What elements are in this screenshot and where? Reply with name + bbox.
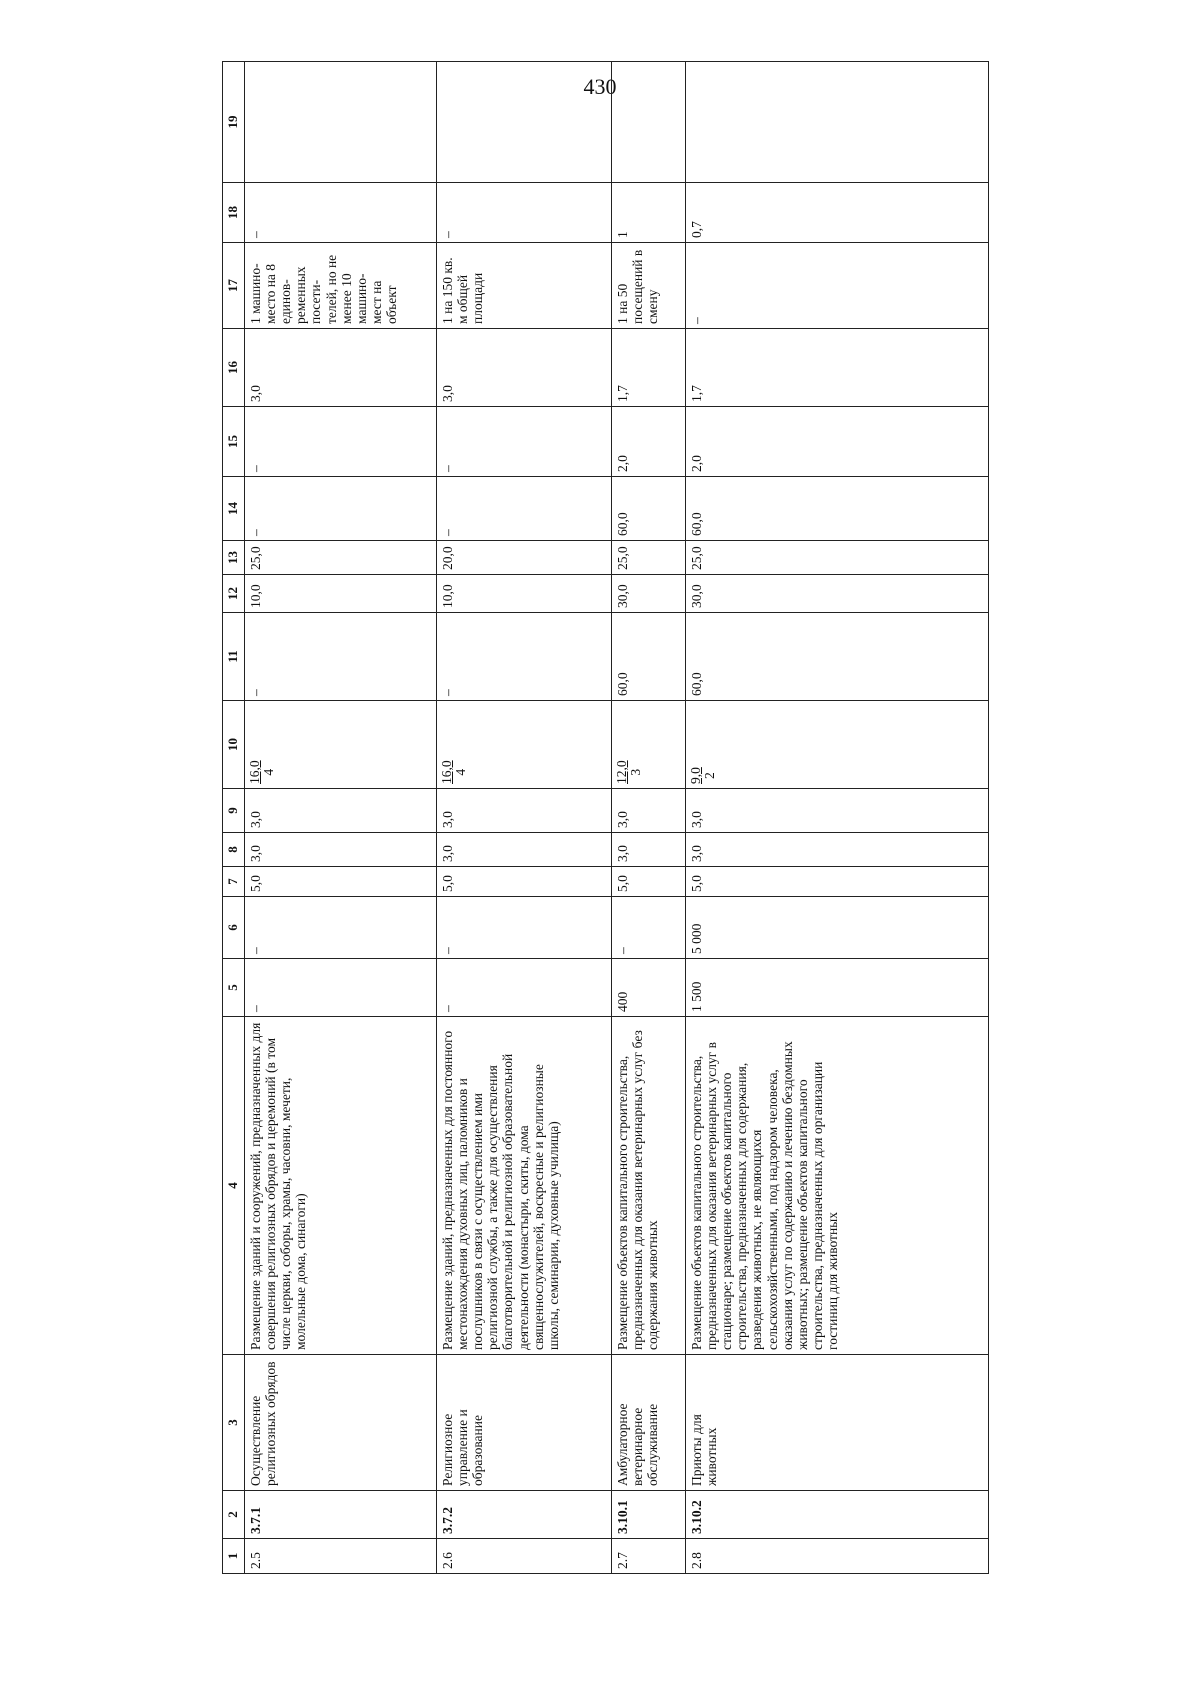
cell-code: 3.10.1 (612, 1491, 686, 1539)
header-col-18: 18 (223, 183, 245, 243)
cell-col17: – (686, 243, 989, 329)
cell-col7: 5,0 (245, 867, 437, 897)
cell-description: Размещение объектов капитального строительства, предназначенных для оказания ветеринарных услуг без содержания животных (612, 1017, 686, 1355)
header-col-3: 3 (223, 1355, 245, 1491)
cell-col13: 25,0 (245, 541, 437, 575)
cell-col18: 1 (612, 183, 686, 243)
cell-col5: 400 (612, 959, 686, 1017)
cell-col12: 30,0 (686, 575, 989, 613)
table-row (437, 62, 612, 1574)
cell-col18: – (245, 183, 437, 243)
cell-col15: – (245, 407, 437, 477)
cell-col17: 1 на 150 кв. м общей площади (437, 243, 612, 329)
header-col-13: 13 (223, 541, 245, 575)
cell-col12: 10,0 (245, 575, 437, 613)
page-number: 430 (583, 74, 617, 99)
cell-col11: – (245, 613, 437, 701)
cell-col14: – (437, 477, 612, 541)
table-region (222, 115, 988, 1574)
table-row (612, 62, 686, 1574)
rotated-table-container (222, 115, 988, 1574)
cell-col5: 1 500 (686, 959, 989, 1017)
cell-col9: 3,0 (612, 789, 686, 833)
header-col-9: 9 (223, 789, 245, 833)
cell-description: Размещение зданий и сооружений, предназначенных для совершения религиозных обрядов и церемоний (в том числе церкви, соборы, храмы, часовни, мечети, молельные дома, синагоги) (245, 1017, 437, 1355)
cell-col12: 30,0 (612, 575, 686, 613)
fraction-numerator: 12,0 (614, 760, 629, 784)
header-col-14: 14 (223, 477, 245, 541)
cell-col8: 3,0 (245, 833, 437, 867)
cell-col8: 3,0 (612, 833, 686, 867)
cell-col13: 25,0 (686, 541, 989, 575)
cell-col13: 20,0 (437, 541, 612, 575)
cell-col14: – (245, 477, 437, 541)
cell-number: 2.7 (612, 1539, 686, 1574)
cell-col12: 10,0 (437, 575, 612, 613)
fraction-denominator: 3 (628, 768, 644, 776)
cell-col6: – (437, 897, 612, 959)
fraction (689, 767, 717, 784)
fraction (248, 760, 276, 784)
cell-col10 (437, 701, 612, 789)
header-col-8: 8 (223, 833, 245, 867)
cell-col7: 5,0 (437, 867, 612, 897)
header-col-10: 10 (223, 701, 245, 789)
fraction-numerator: 16,0 (439, 760, 454, 784)
header-col-12: 12 (223, 575, 245, 613)
header-col-5: 5 (223, 959, 245, 1017)
cell-col14: 60,0 (612, 477, 686, 541)
cell-use-name: Осуществление религиозных обрядов (245, 1355, 437, 1491)
fraction-denominator: 2 (702, 772, 718, 779)
cell-col14: 60,0 (686, 477, 989, 541)
table-row (245, 62, 437, 1574)
cell-col6: – (612, 897, 686, 959)
cell-col15: 2,0 (686, 407, 989, 477)
cell-col16: 3,0 (245, 329, 437, 407)
cell-description: Размещение зданий, предназначенных для постоянного местонахождения духовных лиц, паломников и послушников в связи с осуществлением ими религиозной службы, а также для осуществления благотворительной и религиозной образовательной деятельности (монастыри, скиты, дома священнослужителей, воскресные и религиозные школы, семинарии, духовные училища) (437, 1017, 612, 1355)
land-use-table (222, 61, 989, 1574)
fraction-numerator: 9,0 (688, 767, 703, 784)
cell-col9: 3,0 (437, 789, 612, 833)
header-col-7: 7 (223, 867, 245, 897)
fraction-denominator: 4 (453, 768, 469, 776)
cell-col19 (686, 62, 989, 183)
header-col-4: 4 (223, 1017, 245, 1355)
cell-col15: 2,0 (612, 407, 686, 477)
cell-col18: – (437, 183, 612, 243)
header-col-15: 15 (223, 407, 245, 477)
cell-col8: 3,0 (686, 833, 989, 867)
fraction-denominator: 4 (261, 768, 277, 776)
cell-col16: 1,7 (686, 329, 989, 407)
header-row (223, 62, 245, 1574)
header-col-17: 17 (223, 243, 245, 329)
cell-col5: – (245, 959, 437, 1017)
cell-col9: 3,0 (686, 789, 989, 833)
cell-col16: 3,0 (437, 329, 612, 407)
fraction-numerator: 16,0 (247, 760, 262, 784)
cell-number: 2.6 (437, 1539, 612, 1574)
cell-col11: 60,0 (686, 613, 989, 701)
cell-use-name: Религиозное управление и образование (437, 1355, 612, 1491)
cell-col5: – (437, 959, 612, 1017)
cell-col10 (245, 701, 437, 789)
cell-col16: 1,7 (612, 329, 686, 407)
cell-number: 2.8 (686, 1539, 989, 1574)
cell-code: 3.7.2 (437, 1491, 612, 1539)
cell-col15: – (437, 407, 612, 477)
cell-col8: 3,0 (437, 833, 612, 867)
fraction (615, 760, 643, 784)
cell-col7: 5,0 (686, 867, 989, 897)
cell-col9: 3,0 (245, 789, 437, 833)
cell-code: 3.10.2 (686, 1491, 989, 1539)
cell-use-name: Приюты для животных (686, 1355, 989, 1491)
cell-col13: 25,0 (612, 541, 686, 575)
cell-description: Размещение объектов капитального строительства, предназначенных для оказания ветеринарных услуг в стационаре; размещение объектов капитального строительства, предназначенных для содержания, разведения животных, не являющихся сельскохозяйственными, под надзором человека, оказания услуг по содержанию и лечению бездомных животных; размещение объектов капитального строительства, предназначенных для организации гостиниц для животных (686, 1017, 989, 1355)
cell-col19 (245, 62, 437, 183)
header-col-1: 1 (223, 1539, 245, 1574)
cell-number: 2.5 (245, 1539, 437, 1574)
header-col-6: 6 (223, 897, 245, 959)
header-col-19: 19 (223, 62, 245, 183)
cell-col11: 60,0 (612, 613, 686, 701)
cell-col7: 5,0 (612, 867, 686, 897)
header-col-2: 2 (223, 1491, 245, 1539)
fraction (440, 760, 468, 784)
cell-col6: – (245, 897, 437, 959)
cell-col17: 1 машино-место на 8 единов-ременных посети-телей, но не менее 10 машино-мест на объект (245, 243, 437, 329)
cell-col18: 0,7 (686, 183, 989, 243)
cell-col6: 5 000 (686, 897, 989, 959)
cell-col19 (612, 62, 686, 183)
cell-col10 (612, 701, 686, 789)
cell-col10 (686, 701, 989, 789)
cell-col17: 1 на 50 посещений в смену (612, 243, 686, 329)
header-col-16: 16 (223, 329, 245, 407)
cell-col19 (437, 62, 612, 183)
table-row (686, 62, 989, 1574)
cell-use-name: Амбулаторное ветеринарное обслуживание (612, 1355, 686, 1491)
header-col-11: 11 (223, 613, 245, 701)
cell-code: 3.7.1 (245, 1491, 437, 1539)
cell-col11: – (437, 613, 612, 701)
